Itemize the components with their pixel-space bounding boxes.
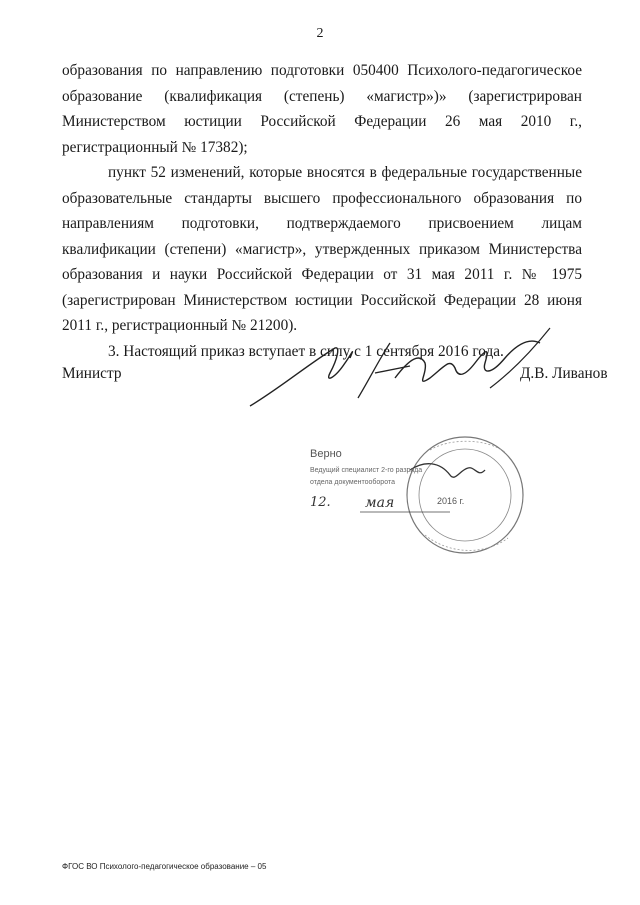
paragraph-continuation: образования по направлению подготовки 050400 Психолого-педагогическое образование (квалификация (степень) «магистр»)» (зарегистрирован Министерством юстиции Российской Федерации 26 мая 2010 г., регистрационный № 17382); [62,62,582,156]
paragraph-clause-3: 3. Настоящий приказ вступает в силу с 1 сентября 2016 года. [108,342,504,360]
stamp-verno-label: Верно [310,448,342,460]
page-number: 2 [316,26,324,41]
paragraph-item-52: пункт 52 изменений, которые вносятся в федеральные государственные образовательные стандарты высшего профессионального образования по направлениям подготовки, подтверждаемого присвоением лицам квалификации (степени) «магистр», утвержденных приказом Министерства образования и науки Российской Федерации от 31 мая 2011 г. № 1975 (зарегистрирован Министерством юстиции Российской Федерации 28 июня 2011 г., регистрационный № 21200). [62,164,582,334]
stamp-date-month: мая [365,495,395,511]
stamp-date-day: 12. [310,495,331,510]
document-footer: ФГОС ВО Психолого-педагогическое образование – 05 [62,862,267,871]
stamp-date-year: 2016 г. [437,496,465,506]
handwritten-signature [240,318,570,418]
stamp-department-line: отдела документооборота [310,479,395,486]
stamp-position-line: Ведущий специалист 2-го разряда [310,467,423,474]
signatory-name: Д.В. Ливанов [520,365,608,382]
signatory-title: Министр [62,365,122,382]
